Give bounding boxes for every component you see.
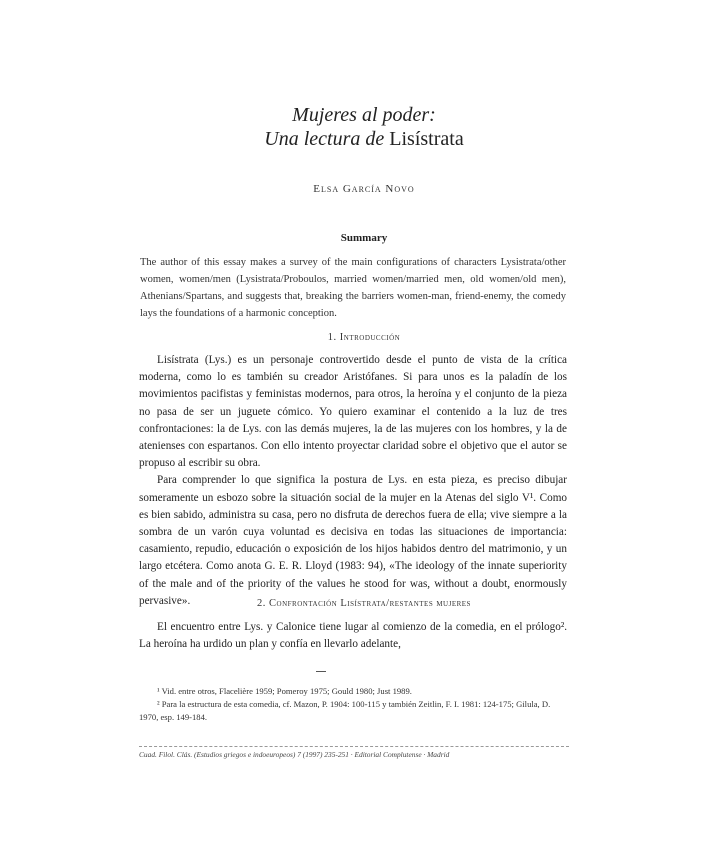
article-title-line-2	[0, 127, 728, 151]
article-title-line-1: Mujeres al poder:	[292, 104, 436, 126]
footnote-2: ² Para la estructura de esta comedia, cf. Mazon, P. 1904: 100-115 y también Zeitlin, F. I. 1981: 124-175; Gilula, D. 1970, esp. 149-184.	[139, 699, 551, 722]
section-body-confrontation	[139, 619, 567, 653]
footnote-1: ¹ Vid. entre otros, Flacelière 1959; Pomeroy 1975; Gould 1980; Just 1989.	[157, 686, 412, 696]
section-heading-introduction: 1. Introducción	[327, 332, 401, 343]
paragraph: El encuentro entre Lys. y Calonice tiene lugar al comienzo de la comedia, en el prólogo². La heroína ha urdido un plan y confía en llevarlo adelante,	[139, 621, 567, 651]
section-heading-confrontation: 2. Confrontación Lisístrata/restantes mujeres	[257, 598, 471, 609]
section-body-introduction	[139, 352, 567, 610]
footnote-separator	[316, 671, 326, 672]
paragraph: Para comprender lo que significa la postura de Lys. en esta pieza, es preciso dibujar someramente un esbozo sobre la situación social de la mujer en la Atenas del siglo V¹. Como es bien sabido, administra su casa, pero no disfruta de derechos fuera de ella; vive siempre a la sombra de un varón cuya voluntad es decisiva en todas las situaciones de importancia: casamiento, repudio, educación o exposición de los hijos habidos dentro del matrimonio, y un largo etcétera. Como anota G. E. R. Lloyd (1983: 94), «The ideology of the innate superiority of the male and of the priority of the values he stood for was, without a doubt, enormously pervasive».	[139, 474, 567, 607]
article-title-upright-part: Lisístrata	[389, 128, 464, 150]
paragraph: Lisístrata (Lys.) es un personaje controvertido desde el punto de vista de la crítica moderna, como lo es también su creador Aristófanes. Si para unos es la paladín de los movimientos pacifistas y feministas modernos, para otros, la heroína y el conjunto de la pieza no pasa de ser un juguete cómico. Yo quiero examinar el contenido a la luz de tres confrontaciones: la de Lys. con las demás mujeres, la de las mujeres con los hombres, y la de atenienses con espartanos. Con ello intento proyectar claridad sobre el objetivo que el autor se propuso al escribir su obra.	[139, 354, 567, 470]
summary-heading: Summary	[340, 232, 388, 244]
article-title-italic-part: Una lectura de	[264, 128, 390, 150]
author-name: Elsa García Novo	[313, 183, 415, 195]
footnotes	[139, 685, 567, 724]
journal-footer: Cuad. Filol. Clás. (Estudios griegos e indoeuropeos) 7 (1997) 235-251 · Editorial Complutense · Madrid	[139, 746, 569, 761]
summary-abstract: The author of this essay makes a survey of the main configurations of characters Lysistrata/other women, women/men (Lysistrata/Proboulos, married women/married men, old women/old men), Athenians/Spartans, and suggests that, breaking the barriers women-man, friend-enemy, the comedy lays the foundations of a harmonic conception.	[140, 257, 566, 319]
